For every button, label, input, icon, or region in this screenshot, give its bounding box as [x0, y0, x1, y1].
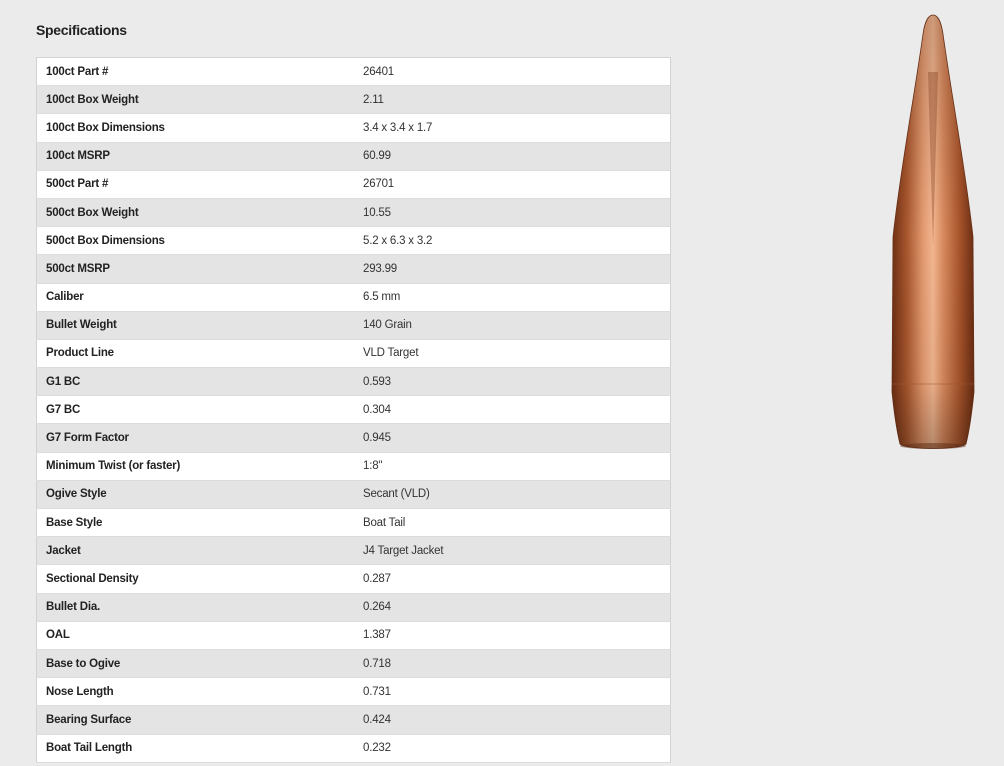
- spec-label: 500ct Box Weight: [37, 198, 355, 226]
- spec-value: 1.387: [354, 621, 671, 649]
- spec-label: Base Style: [37, 509, 355, 537]
- spec-value: 0.264: [354, 593, 671, 621]
- spec-value: 1:8": [354, 452, 671, 480]
- spec-label: 100ct MSRP: [37, 142, 355, 170]
- spec-label: 500ct Part #: [37, 170, 355, 198]
- spec-value: 26701: [354, 170, 671, 198]
- table-row: [37, 621, 671, 649]
- section-title: Specifications: [36, 22, 127, 38]
- spec-value: 60.99: [354, 142, 671, 170]
- spec-label: Base to Ogive: [37, 649, 355, 677]
- spec-label: Bullet Weight: [37, 311, 355, 339]
- spec-label: Minimum Twist (or faster): [37, 452, 355, 480]
- table-row: [37, 170, 671, 198]
- table-row: [37, 565, 671, 593]
- spec-value: Boat Tail: [354, 509, 671, 537]
- spec-label: Ogive Style: [37, 480, 355, 508]
- table-row: [37, 339, 671, 367]
- specifications-table: [36, 57, 671, 763]
- table-row: [37, 86, 671, 114]
- table-row: [37, 509, 671, 537]
- spec-value: 3.4 x 3.4 x 1.7: [354, 114, 671, 142]
- spec-value: 6.5 mm: [354, 283, 671, 311]
- spec-value: 293.99: [354, 255, 671, 283]
- spec-label: OAL: [37, 621, 355, 649]
- spec-value: 0.731: [354, 678, 671, 706]
- bullet-image: [888, 12, 978, 456]
- spec-value: 140 Grain: [354, 311, 671, 339]
- table-row: [37, 593, 671, 621]
- spec-value: Secant (VLD): [354, 480, 671, 508]
- spec-value: 2.11: [354, 86, 671, 114]
- spec-value: 0.232: [354, 734, 671, 762]
- table-row: [37, 678, 671, 706]
- spec-label: Nose Length: [37, 678, 355, 706]
- table-row: [37, 396, 671, 424]
- spec-label: Boat Tail Length: [37, 734, 355, 762]
- spec-label: Caliber: [37, 283, 355, 311]
- spec-label: Bullet Dia.: [37, 593, 355, 621]
- table-row: [37, 537, 671, 565]
- table-row: [37, 114, 671, 142]
- table-row: [37, 283, 671, 311]
- spec-value: VLD Target: [354, 339, 671, 367]
- table-row: [37, 368, 671, 396]
- table-row: [37, 480, 671, 508]
- spec-label: 500ct MSRP: [37, 255, 355, 283]
- spec-label: Sectional Density: [37, 565, 355, 593]
- spec-value: 0.287: [354, 565, 671, 593]
- table-row: [37, 58, 671, 86]
- table-row: [37, 734, 671, 762]
- table-row: [37, 255, 671, 283]
- table-row: [37, 198, 671, 226]
- spec-value: J4 Target Jacket: [354, 537, 671, 565]
- table-row: [37, 706, 671, 734]
- spec-value: 26401: [354, 58, 671, 86]
- spec-label: Product Line: [37, 339, 355, 367]
- spec-label: 100ct Box Weight: [37, 86, 355, 114]
- spec-value: 0.945: [354, 424, 671, 452]
- spec-value: 0.718: [354, 649, 671, 677]
- spec-label: 100ct Box Dimensions: [37, 114, 355, 142]
- table-row: [37, 227, 671, 255]
- spec-label: 500ct Box Dimensions: [37, 227, 355, 255]
- spec-value: 5.2 x 6.3 x 3.2: [354, 227, 671, 255]
- spec-label: G1 BC: [37, 368, 355, 396]
- spec-label: Bearing Surface: [37, 706, 355, 734]
- spec-value: 0.424: [354, 706, 671, 734]
- table-row: [37, 424, 671, 452]
- table-row: [37, 311, 671, 339]
- spec-label: G7 Form Factor: [37, 424, 355, 452]
- spec-value: 0.304: [354, 396, 671, 424]
- spec-label: Jacket: [37, 537, 355, 565]
- spec-label: 100ct Part #: [37, 58, 355, 86]
- table-row: [37, 649, 671, 677]
- table-row: [37, 452, 671, 480]
- spec-value: 0.593: [354, 368, 671, 396]
- spec-label: G7 BC: [37, 396, 355, 424]
- table-row: [37, 142, 671, 170]
- spec-value: 10.55: [354, 198, 671, 226]
